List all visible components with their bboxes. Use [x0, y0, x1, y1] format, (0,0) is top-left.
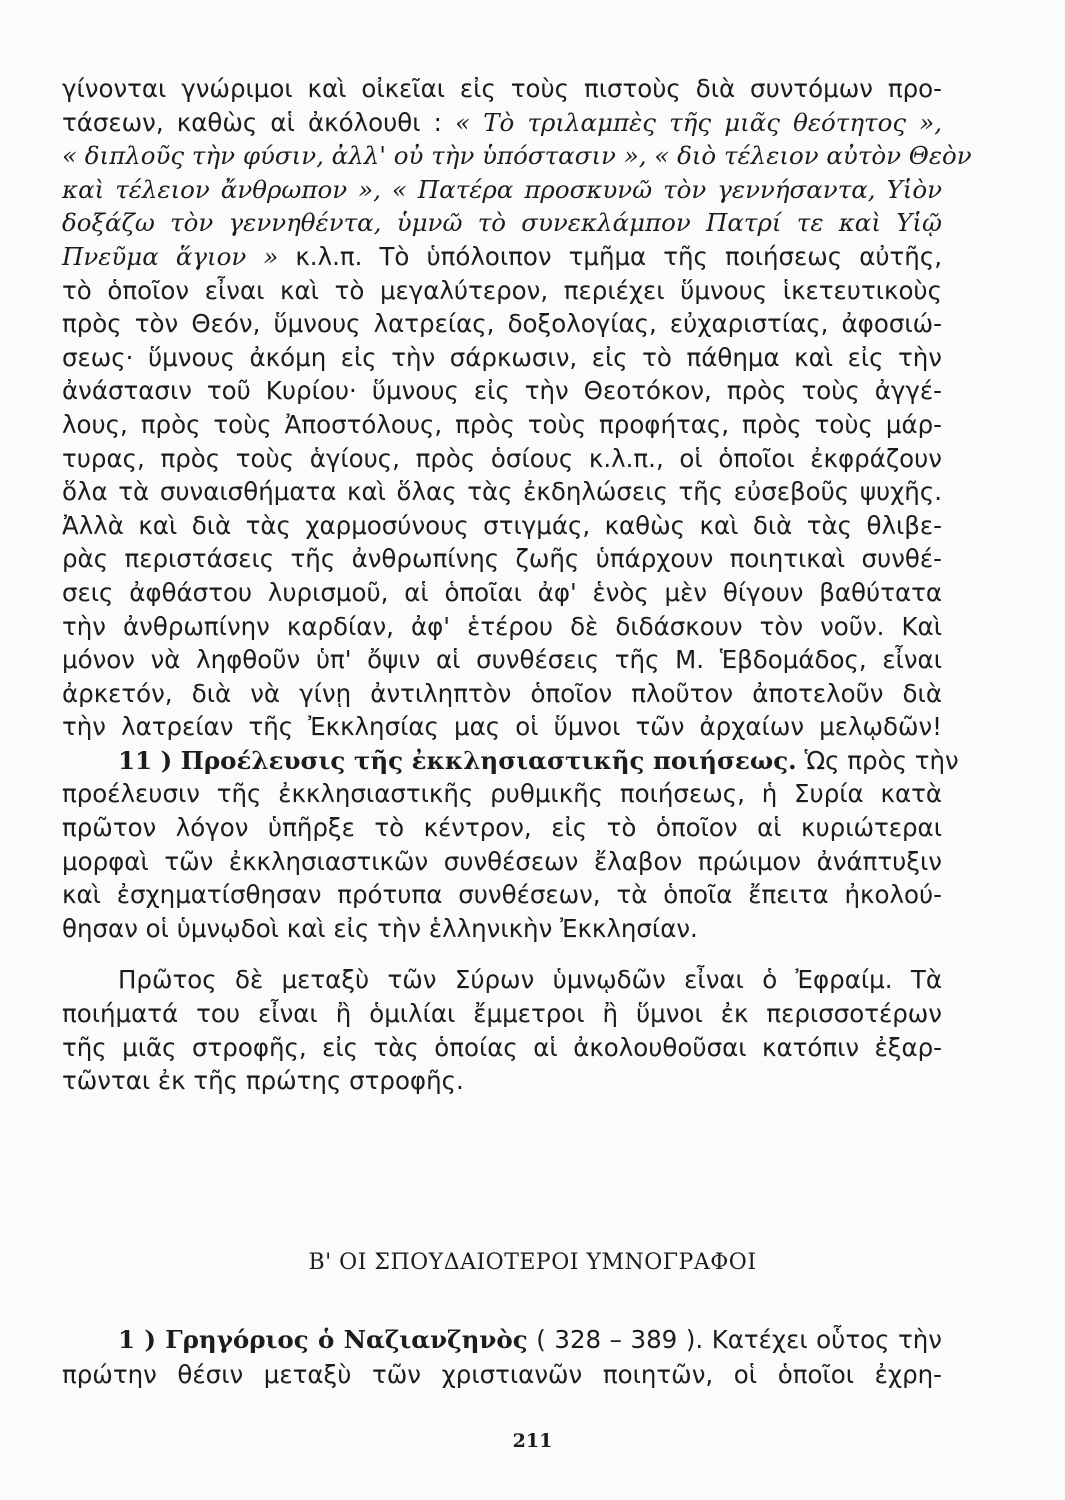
- text-line: ὅλα τὰ συναισθήματα καὶ ὅλας τὰς ἐκδηλώσεις τῆς εὐσεβοῦς ψυχῆς.: [62, 477, 942, 507]
- text-line: πρὸς τὸν Θεόν, ὕμνους λατρείας, δοξολογίας, εὐχαριστίας, ἀφοσιώ-: [62, 309, 942, 339]
- text-line: [62, 1322, 942, 1357]
- text-line: ρὰς περιστάσεις τῆς ἀνθρωπίνης ζωῆς ὑπάρχουν ποιητικαὶ συνθέ-: [62, 544, 942, 574]
- text-line: δοξάζω τὸν γεννηθέντα, ὑμνῶ τὸ συνεκλάμπον Πατρί τε καὶ Υἱῷ: [62, 208, 942, 238]
- text-span: ( 328 – 389 ). Κατέχει οὗτος τὴν: [527, 1325, 942, 1354]
- text-line: σεως· ὕμνους ἀκόμη εἰς τὴν σάρκωσιν, εἰς τὸ πάθημα καὶ εἰς τὴν: [62, 342, 942, 372]
- text-line: Ἀλλὰ καὶ διὰ τὰς χαρμοσύνους στιγμάς, καθὼς καὶ διὰ τὰς θλιβε-: [62, 510, 942, 540]
- text-line: καὶ ἐσχηματίσθησαν πρότυπα συνθέσεων, τὰ ὁποῖα ἔπειτα ἠκολού-: [62, 880, 942, 910]
- section-heading: Β' ΟΙ ΣΠΟΥΔΑΙΟΤΕΡΟΙ ΥΜΝΟΓΡΑΦΟΙ: [308, 1250, 757, 1275]
- text-line: τῶνται ἐκ τῆς πρώτης στροφῆς.: [62, 1066, 464, 1096]
- text-line: σεις ἀφθάστου λυρισμοῦ, αἱ ὁποῖαι ἀφ' ἑνὸς μὲν θίγουν βαθύτατα: [62, 577, 942, 607]
- text-line: τυρας, πρὸς τοὺς ἁγίους, πρὸς ὁσίους κ.λ.π., οἱ ὁποῖοι ἐκφράζουν: [62, 443, 942, 473]
- text-line: θησαν οἱ ὑμνῳδοὶ καὶ εἰς τὴν ἑλληνικὴν Ἐκκλησίαν.: [62, 913, 698, 943]
- text-line: καὶ τέλειον ἄνθρωπον », « Πατέρα προσκυνῶ τὸν γεννήσαντα, Υἱὸν: [62, 174, 942, 204]
- paragraph-gap: [62, 945, 942, 963]
- page-number: 211: [512, 1430, 553, 1452]
- text-line: προέλευσιν τῆς ἐκκλησιαστικῆς ρυθμικῆς ποιήσεως, ἡ Συρία κατὰ: [62, 779, 942, 809]
- text-line: ποιήματά του εἶναι ἢ ὁμιλίαι ἔμμετροι ἢ ὕμνοι ἐκ περισσοτέρων: [62, 999, 942, 1029]
- main-text: [62, 72, 972, 1098]
- text-line: τὴν λατρείαν τῆς Ἐκκλησίας μας οἱ ὕμνοι τῶν ἀρχαίων μελῳδῶν!: [62, 712, 942, 742]
- text-span: κ.λ.π. Τὸ ὑπόλοιπον τμῆμα τῆς ποιήσεως αὐτῆς,: [278, 241, 942, 271]
- text-line: τῆς μιᾶς στροφῆς, εἰς τὰς ὁποίας αἱ ἀκολουθοῦσαι κατόπιν ἐξαρ-: [62, 1032, 942, 1062]
- text-line: πρώτην θέσιν μεταξὺ τῶν χριστιανῶν ποιητῶν, οἱ ὁποῖοι ἐχρη-: [62, 1360, 942, 1389]
- text-span: Ὡς πρὸς τὴν: [796, 745, 959, 775]
- subsection-heading: 11 ) Προέλευσις τῆς ἐκκλησιαστικῆς ποιήσεως.: [118, 745, 797, 775]
- quote-span: Πνεῦμα ἅγιον »: [62, 241, 279, 271]
- text-line: Πρῶτος δὲ μεταξὺ τῶν Σύρων ὑμνῳδῶν εἶναι ὁ Ἐφραίμ. Τὰ: [118, 965, 942, 995]
- text-line: ἀρκετόν, διὰ νὰ γίνῃ ἀντιληπτὸν ὁποῖον πλοῦτον ἀποτελοῦν διὰ: [62, 678, 942, 708]
- text-line: λους, πρὸς τοὺς Ἀποστόλους, πρὸς τοὺς προφήτας, πρὸς τοὺς μάρ-: [62, 409, 942, 439]
- text-line: τὸ ὁποῖον εἶναι καὶ τὸ μεγαλύτερον, περιέχει ὕμνους ἱκετευτικοὺς: [62, 275, 942, 305]
- subsection-heading: 1 ) Γρηγόριος ὁ Ναζιανζηνὸς: [118, 1325, 528, 1354]
- text-line: « διπλοῦς τὴν φύσιν, ἀλλ' οὐ τὴν ὑπόστασιν », « διὸ τέλειον αὐτὸν Θεὸν: [62, 141, 972, 171]
- text-line: [62, 106, 942, 140]
- text-line: μόνον νὰ ληφθοῦν ὑπ' ὄψιν αἱ συνθέσεις τῆς Μ. Ἑβδομάδος, εἶναι: [62, 645, 942, 675]
- text-line: μορφαὶ τῶν ἐκκλησιαστικῶν συνθέσεων ἔλαβον πρώιμον ἀνάπτυξιν: [62, 846, 942, 876]
- text-line: πρῶτον λόγον ὑπῆρξε τὸ κέντρον, εἰς τὸ ὁποῖον αἱ κυριώτεραι: [62, 813, 942, 843]
- section-text: [62, 1322, 942, 1392]
- quote-span: « Τὸ τριλαμπὲς τῆς μιᾶς θεότητος »,: [455, 107, 942, 137]
- text-line: ἀνάστασιν τοῦ Κυρίου· ὕμνους εἰς τὴν Θεοτόκον, πρὸς τοὺς ἀγγέ-: [62, 376, 942, 406]
- text-line: γίνονται γνώριμοι καὶ οἰκεῖαι εἰς τοὺς πιστοὺς διὰ συντόμων προ-: [62, 74, 942, 103]
- text-span: τάσεων, καθὼς αἱ ἀκόλουθι :: [62, 107, 456, 137]
- text-line: τὴν ἀνθρωπίνην καρδίαν, ἀφ' ἑτέρου δὲ διδάσκουν τὸν νοῦν. Καὶ: [62, 611, 942, 641]
- text-line: [62, 240, 942, 274]
- text-line: [62, 744, 959, 778]
